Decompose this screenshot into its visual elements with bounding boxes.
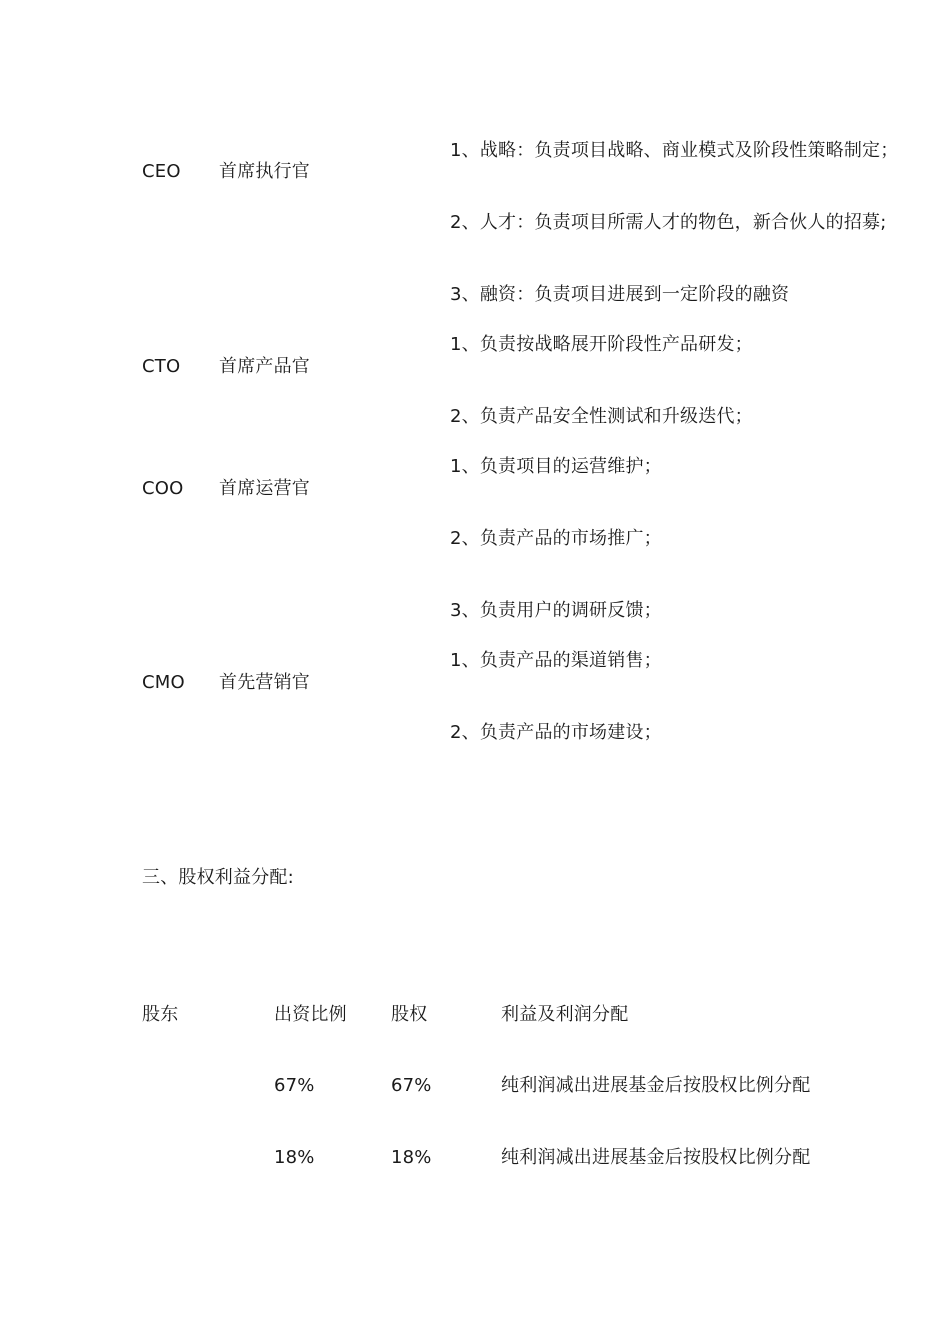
role-duty: 3、负责用户的调研反馈； <box>450 600 662 621</box>
header-equity: 股权 <box>391 1004 428 1025</box>
cell-equity: 67% <box>391 1075 432 1096</box>
section-heading: 三、股权利益分配: <box>142 867 294 888</box>
role-abbr: CMO <box>142 672 185 693</box>
cell-contribution-ratio: 18% <box>274 1147 315 1168</box>
role-title: 首先营销官 <box>219 672 310 693</box>
role-abbr: COO <box>142 478 184 499</box>
role-duty: 1、负责按战略展开阶段性产品研发； <box>450 334 753 355</box>
header-contribution-ratio: 出资比例 <box>274 1004 347 1025</box>
cell-profit-distribution: 纯利润减出进展基金后按股权比例分配 <box>501 1075 811 1096</box>
role-duty: 1、负责产品的渠道销售； <box>450 650 662 671</box>
header-profit-distribution: 利益及利润分配 <box>501 1004 629 1025</box>
role-duty: 2、人才：负责项目所需人才的物色，新合伙人的招募; <box>450 212 887 233</box>
cell-equity: 18% <box>391 1147 432 1168</box>
role-duty: 1、负责项目的运营维护； <box>450 456 662 477</box>
cell-profit-distribution: 纯利润减出进展基金后按股权比例分配 <box>501 1147 811 1168</box>
role-title: 首席产品官 <box>219 356 310 377</box>
role-title: 首席运营官 <box>219 478 310 499</box>
role-duty: 2、负责产品安全性测试和升级迭代； <box>450 406 753 427</box>
role-abbr: CEO <box>142 161 181 182</box>
role-duty: 2、负责产品的市场推广； <box>450 528 662 549</box>
role-title: 首席执行官 <box>219 161 310 182</box>
role-duty: 1、战略：负责项目战略、商业模式及阶段性策略制定； <box>450 140 899 161</box>
role-duty: 2、负责产品的市场建设； <box>450 722 662 743</box>
cell-contribution-ratio: 67% <box>274 1075 315 1096</box>
role-abbr: CTO <box>142 356 181 377</box>
role-duty: 3、融资：负责项目进展到一定阶段的融资 <box>450 284 790 305</box>
header-shareholder: 股东 <box>142 1004 179 1025</box>
